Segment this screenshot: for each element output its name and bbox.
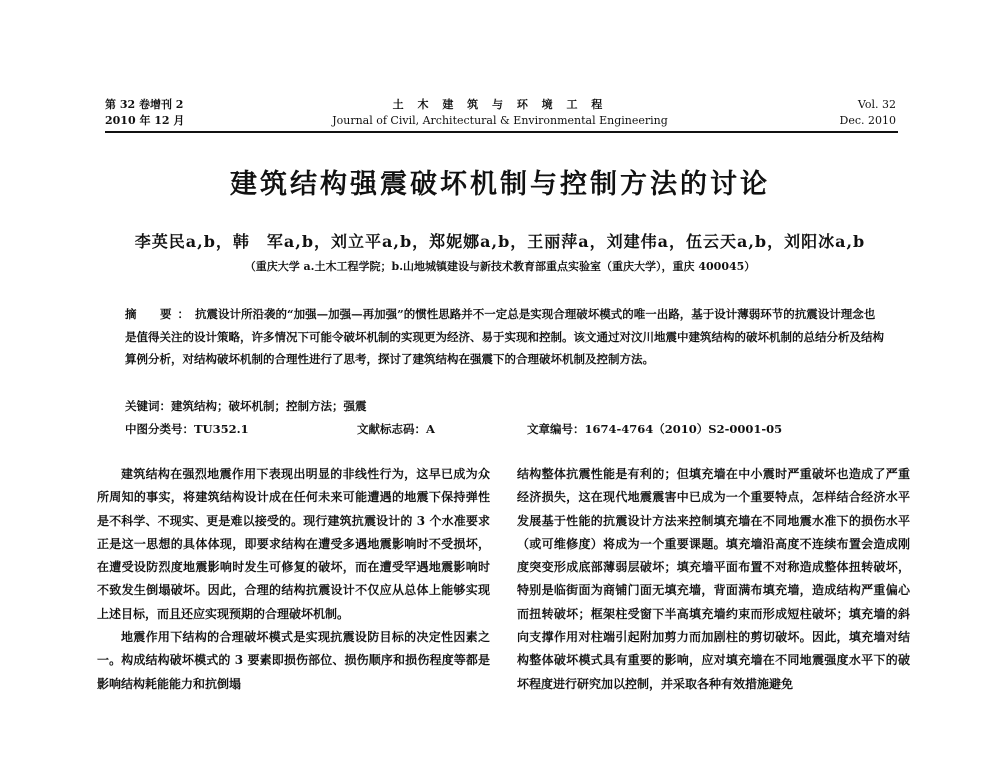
clc-number: 中图分类号：TU352.1 [125,422,249,436]
journal-volume-info [105,97,184,129]
article-number: 文章编号：1674-4764（2010）S2-0001-05 [527,422,783,436]
affiliation: （重庆大学 a.土木工程学院；b.山地城镇建设与新技术教育部重点实验室（重庆大学），重庆 400045） [244,260,756,273]
journal-title-block [300,97,700,129]
abstract-label: 摘 要： [125,307,195,321]
abstract [125,303,885,371]
volume-issue: 第 32 卷增刊 2 [105,98,184,111]
journal-title-cn: 土 木 建 筑 与 环 境 工 程 [392,98,608,111]
header-rule [105,131,898,133]
paragraph: 地震作用下结构的合理破坏模式是实现抗震设防目标的决定性因素之一。构成结构破坏模式的 3 要素即损伤部位、损伤顺序和损伤程度等都是影响结构耗能能力和抗倒塌 [97,630,490,691]
paper-title: 建筑结构强震破坏机制与控制方法的讨论 [230,169,770,200]
document-code: 文献标志码：A [357,422,435,436]
paragraph: 结构整体抗震性能是有利的；但填充墙在中小震时严重破坏也造成了严重经济损失，这在现代地震震害中已成为一个重要特点，怎样结合经济水平发展基于性能的抗震设计方法来控制填充墙在不同地震水准下的损伤水平（或可维修度）将成为一个重要课题。填充墙沿高度不连续布置会造成刚度突变形成底部薄弱层破坏；填充墙平面布置不对称造成整体扭转破坏，特别是临街面为商铺门面无填充墙，背面满布填充墙，造成结构严重偏心而扭转破坏；框架柱受窗下半高填充墙约束而形成短柱破坏；填充墙的斜向支撑作用对柱端引起附加剪力而加剧柱的剪切破坏。因此，填充墙对结构整体破坏模式具有重要的影响，应对填充墙在不同地震强度水平下的破坏程度进行研究加以控制，并采取各种有效措施避免 [517,467,910,691]
abstract-text: 抗震设计所沿袭的“加强—加强—再加强”的惯性思路并不一定总是实现合理破坏模式的唯一出路，基于设计薄弱环节的抗震设计理念也是值得关注的设计策略，许多情况下可能令破坏机制的实现更为经济、易于实现和控制。该文通过对汶川地震中建筑结构的破坏机制的总结分析及结构算例分析，对结构破坏机制的合理性进行了思考，探讨了建筑结构在强震下的合理破坏机制及控制方法。 [125,307,884,366]
keywords-label: 关键词： [125,399,171,413]
paragraph: 建筑结构在强烈地震作用下表现出明显的非线性行为，这早已成为众所周知的事实，将建筑结构设计成在任何未来可能遭遇的地震下保持弹性是不科学、不现实、更是难以接受的。现行建筑抗震设计的 3 个水准要求正是这一思想的具体体现，即要求结构在遭受多遇地震影响时不受损坏，在遭受设防烈度地震影响时发生可修复的破坏，而在遭受罕遇地震影响时不致发生倒塌破坏。因此，合理的结构抗震设计不仅应从总体上能够实现上述目标，而且还应实现预期的合理破坏机制。 [97,467,490,621]
keywords-text: 建筑结构；破坏机制；控制方法；强震 [171,399,367,413]
issue-date: 2010 年 12 月 [105,114,185,127]
vol-number: Vol. 32 [857,98,896,111]
vol-date: Dec. 2010 [839,114,896,127]
journal-title-en: Journal of Civil, Architectural & Environmental Engineering [332,114,668,127]
body-column-right [517,463,910,696]
keywords [125,398,885,414]
author-list: 李英民a,b，韩 军a,b，刘立平a,b，郑妮娜a,b，王丽萍a，刘建伟a，伍云天a,b，刘阳冰a,b [134,232,866,251]
body-column-left [97,463,490,696]
journal-vol-en [820,97,896,129]
